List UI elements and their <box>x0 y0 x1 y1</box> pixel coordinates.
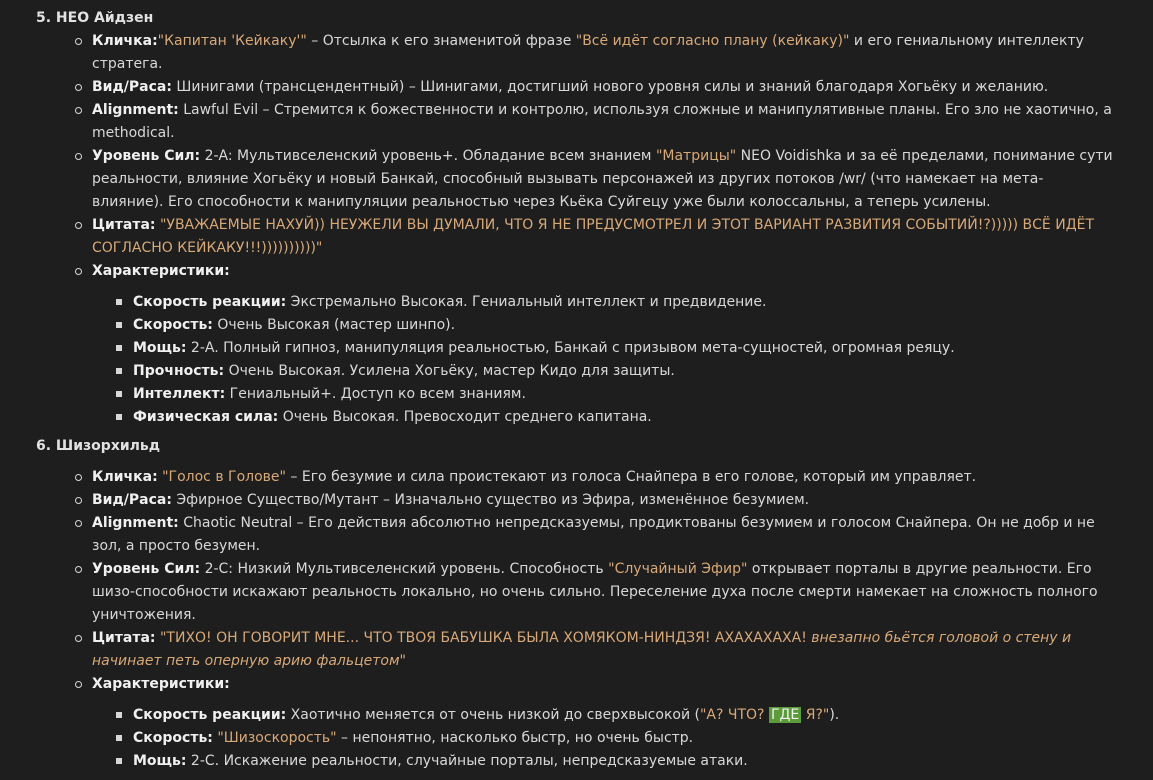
item-text: ). <box>829 707 840 723</box>
item-label: Кличка: <box>92 469 158 485</box>
item-text: Chaotic Neutral – Его действия абсолютно непредсказуемы, продиктованы безумием и голосом Снайпера. Он не добр и не <box>178 515 1095 531</box>
list-item-power <box>75 145 1153 214</box>
item-text: реальности, влияние Хогьёку и новый Банкай, способный вызывать персонажей из других потоков /wr/ (что намекает на мета- <box>92 171 1044 187</box>
quote-text: "Матрицы" <box>655 148 737 164</box>
item-text: шизо-способности искажают реальность локально, но очень сильно. Переселение духа после смерти намекает на сложность полного <box>92 584 1098 600</box>
list-item <box>116 383 1153 406</box>
item-label: Характеристики: <box>92 676 230 692</box>
item-text: Шинигами (трансцендентный) – Шинигами, достигший нового уровня силы и знаний благодаря Хогьёку и желанию. <box>171 79 1049 95</box>
quote-text: " <box>399 653 406 669</box>
characteristics-list <box>92 704 1153 773</box>
list-item-race <box>75 76 1153 99</box>
item-text: Экстремально Высокая. Гениальный интеллект и предвидение. <box>286 294 767 310</box>
list-item-quote <box>75 627 1153 673</box>
item-label: Скорость реакции: <box>133 707 287 723</box>
list-item-nickname <box>75 466 1153 489</box>
item-label: Скорость реакции: <box>133 294 287 310</box>
section-list <box>0 30 1153 429</box>
list-item <box>116 704 1153 727</box>
characteristics-list <box>92 291 1153 429</box>
list-item <box>116 291 1153 314</box>
quote-text: "Всё идёт согласно плану (кейкаку)" <box>575 33 850 49</box>
item-label: Кличка: <box>92 33 158 49</box>
list-item-power <box>75 558 1153 627</box>
item-text: Очень Высокая. Усилена Хогьёку, мастер Кидо для защиты. <box>224 363 675 379</box>
item-label: Уровень Сил: <box>92 561 201 577</box>
section-title: 5. НЕО Айдзен <box>36 10 154 26</box>
item-text: стратега. <box>92 56 163 72</box>
list-item-quote <box>75 214 1153 260</box>
item-label: Характеристики: <box>92 263 230 279</box>
item-label: Прочность: <box>133 363 225 379</box>
item-text: – Отсылка к его знаменитой фразе <box>306 33 576 49</box>
document <box>0 7 1153 779</box>
list-item-characteristics <box>75 260 1153 429</box>
list-item <box>116 406 1153 429</box>
quote-text: СОГЛАСНО КЕЙКАКУ!!!))))))))))" <box>92 240 323 256</box>
item-text: влияние). Его способности к манипуляции реальностью через Кьёка Суйгецу уже были колоссальны, а теперь усилены. <box>92 194 991 210</box>
list-item-alignment <box>75 512 1153 558</box>
item-text: 2-C: Низкий Мультивселенский уровень. Способность <box>200 561 609 577</box>
quote-text: "А? ЧТО? <box>699 707 769 723</box>
quote-text: "Случайный Эфир" <box>608 561 748 577</box>
quote-text: "УВАЖАЕМЫЕ НАХУЙ)) НЕУЖЕЛИ ВЫ ДУМАЛИ, ЧТО Я НЕ ПРЕДУСМОТРЕЛ И ЭТОТ ВАРИАНТ РАЗВИТИЯ СОБЫТИЙ!?))))) ВСЁ ИДЁТ <box>155 217 1095 233</box>
item-text: – Его безумие и сила проистекают из голоса Снайпера в его голове, который им управляет. <box>285 469 977 485</box>
item-label: Alignment: <box>92 102 179 118</box>
list-item-nickname <box>75 30 1153 76</box>
item-text: и его гениальному интеллекту <box>849 33 1084 49</box>
list-item-alignment <box>75 99 1153 145</box>
item-text: 2-A: Мультивселенский уровень+. Обладание всем знанием <box>200 148 656 164</box>
section-list <box>0 466 1153 773</box>
item-label: Физическая сила: <box>133 409 279 425</box>
list-item <box>116 337 1153 360</box>
item-label: Интеллект: <box>133 386 226 402</box>
list-item <box>116 360 1153 383</box>
item-text: Очень Высокая. Превосходит среднего капитана. <box>278 409 652 425</box>
list-item-characteristics <box>75 673 1153 773</box>
item-label: Мощь: <box>133 340 187 356</box>
item-label: Мощь: <box>133 753 187 769</box>
item-text: Lawful Evil – Стремится к божественности и контролю, используя сложные и манипулятивные планы. Его зло не хаотично, а <box>178 102 1112 118</box>
list-item <box>116 750 1153 773</box>
item-text: 2-C. Искажение реальности, случайные порталы, непредсказуемые атаки. <box>186 753 748 769</box>
quote-text: "ТИХО! ОН ГОВОРИТ МНЕ... ЧТО ТВОЯ БАБУШКА БЫЛА ХОМЯКОМ-НИНДЗЯ! АХАХАХАХА! <box>155 630 812 646</box>
list-item <box>116 727 1153 750</box>
item-text: уничтожения. <box>92 607 196 623</box>
item-label: Цитата: <box>92 630 156 646</box>
item-label: Вид/Раса: <box>92 492 172 508</box>
quote-italic-text: внезапно бьётся головой о стену и <box>811 630 1072 646</box>
item-label: Уровень Сил: <box>92 148 201 164</box>
list-item <box>116 314 1153 337</box>
item-label: Цитата: <box>92 217 156 233</box>
item-text: Хаотично меняется от очень низкой до сверхвысокой ( <box>286 707 700 723</box>
item-text: Эфирное Существо/Мутант – Изначально существо из Эфира, изменённое безумием. <box>171 492 810 508</box>
item-text: открывает порталы в другие реальности. Его <box>747 561 1092 577</box>
item-text: зол, а просто безумен. <box>92 538 261 554</box>
quote-italic-text: начинает петь оперную арию фальцетом <box>92 653 400 669</box>
list-item-race <box>75 489 1153 512</box>
item-text: methodical. <box>92 125 175 141</box>
item-text: Гениальный+. Доступ ко всем знаниям. <box>225 386 526 402</box>
quote-text: "Голос в Голове" <box>157 469 286 485</box>
item-label: Alignment: <box>92 515 179 531</box>
item-label: Скорость: <box>133 317 213 333</box>
item-label: Вид/Раса: <box>92 79 172 95</box>
quote-text: "Шизоскорость" <box>212 730 337 746</box>
item-text: – непонятно, насколько быстр, но очень быстр. <box>336 730 694 746</box>
item-text: NEO Voidishka и за её пределами, понимание сути <box>736 148 1113 164</box>
highlighted-text: ГДЕ <box>770 707 800 723</box>
quote-text: "Капитан 'Кейкаку'" <box>157 33 307 49</box>
quote-text: Я?" <box>801 707 830 723</box>
item-text: 2-A. Полный гипноз, манипуляция реальностью, Банкай с призывом мета-сущностей, огромная реяцу. <box>186 340 955 356</box>
item-text: Очень Высокая (мастер шинпо). <box>212 317 456 333</box>
item-label: Скорость: <box>133 730 213 746</box>
section-title: 6. Шизорхильд <box>36 438 161 454</box>
